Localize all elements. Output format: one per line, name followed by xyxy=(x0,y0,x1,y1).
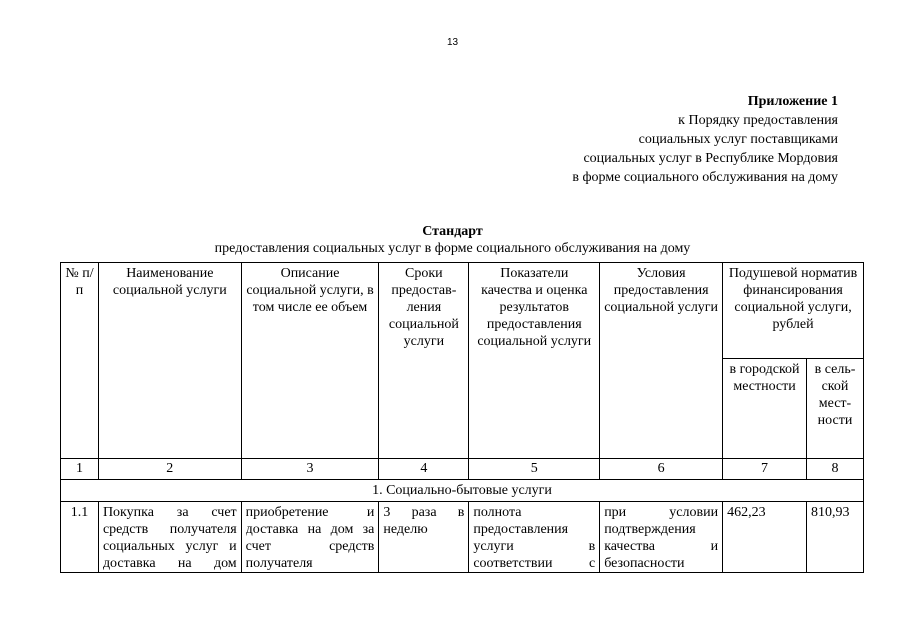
header-num: № п/п xyxy=(61,263,99,459)
document-title: Стандарт xyxy=(422,224,483,239)
standard-table xyxy=(60,262,864,573)
appendix-line: социальных услуг поставщиками xyxy=(638,132,838,147)
column-number: 6 xyxy=(600,459,723,480)
document-subtitle: предоставления социальных услуг в форме социального обслуживания на дому xyxy=(214,241,691,256)
column-number-row xyxy=(61,459,864,480)
row-num-text: 1.1 xyxy=(70,505,89,520)
row-urban-text: 462,23 xyxy=(727,505,766,520)
header-rural: в сель-ской мест-ности xyxy=(807,359,864,459)
row-description xyxy=(241,502,379,573)
column-number: 5 xyxy=(469,459,600,480)
appendix-line: к Порядку предоставления xyxy=(678,113,838,128)
page-number: 13 xyxy=(446,37,459,48)
column-number: 4 xyxy=(379,459,469,480)
column-number: 3 xyxy=(241,459,379,480)
section-title: 1. Социально-бытовые услуги xyxy=(61,480,864,502)
row-rural-text: 810,93 xyxy=(811,505,850,520)
row-conditions-text: при условии подтверждения качества и безопасности xyxy=(604,505,719,570)
column-number: 2 xyxy=(98,459,241,480)
row-service-name-text: Покупка за счет средств получателя социальных услуг и доставка на дом xyxy=(102,505,237,570)
row-terms xyxy=(379,502,469,573)
table-header-row xyxy=(61,263,864,359)
appendix-line: в форме социального обслуживания на дому xyxy=(572,170,838,185)
header-conditions: Условия предоставления социальной услуги xyxy=(600,263,723,459)
row-conditions xyxy=(600,502,723,573)
header-description: Описание социальной услуги, в том числе ее объем xyxy=(241,263,379,459)
row-urban xyxy=(723,502,807,573)
row-rural xyxy=(807,502,864,573)
row-description-text: приобретение и доставка на дом за счет средств получателя xyxy=(245,505,375,570)
header-funding: Подушевой норматив финансирования социальной услуги, рублей xyxy=(723,263,864,359)
row-num xyxy=(61,502,99,573)
appendix-title: Приложение 1 xyxy=(747,94,838,109)
column-number: 8 xyxy=(807,459,864,480)
section-row xyxy=(61,480,864,502)
table-row xyxy=(61,502,864,573)
header-service-name: Наименование социальной услуги xyxy=(98,263,241,459)
row-terms-text: 3 раза в неделю xyxy=(383,505,465,537)
row-service-name xyxy=(98,502,241,573)
document-heading xyxy=(0,223,905,257)
column-number: 1 xyxy=(61,459,99,480)
header-terms: Сроки предостав-ления социальной услуги xyxy=(379,263,469,459)
header-quality: Показатели качества и оценка результатов предоставления социальной услуги xyxy=(469,263,600,459)
appendix-line: социальных услуг в Республике Мордовия xyxy=(583,151,838,166)
row-quality-text: полнота предоставления услуги в соответствии с xyxy=(473,505,596,570)
appendix-block xyxy=(572,92,838,187)
row-quality xyxy=(469,502,600,573)
column-number: 7 xyxy=(723,459,807,480)
header-urban: в городской местности xyxy=(723,359,807,459)
